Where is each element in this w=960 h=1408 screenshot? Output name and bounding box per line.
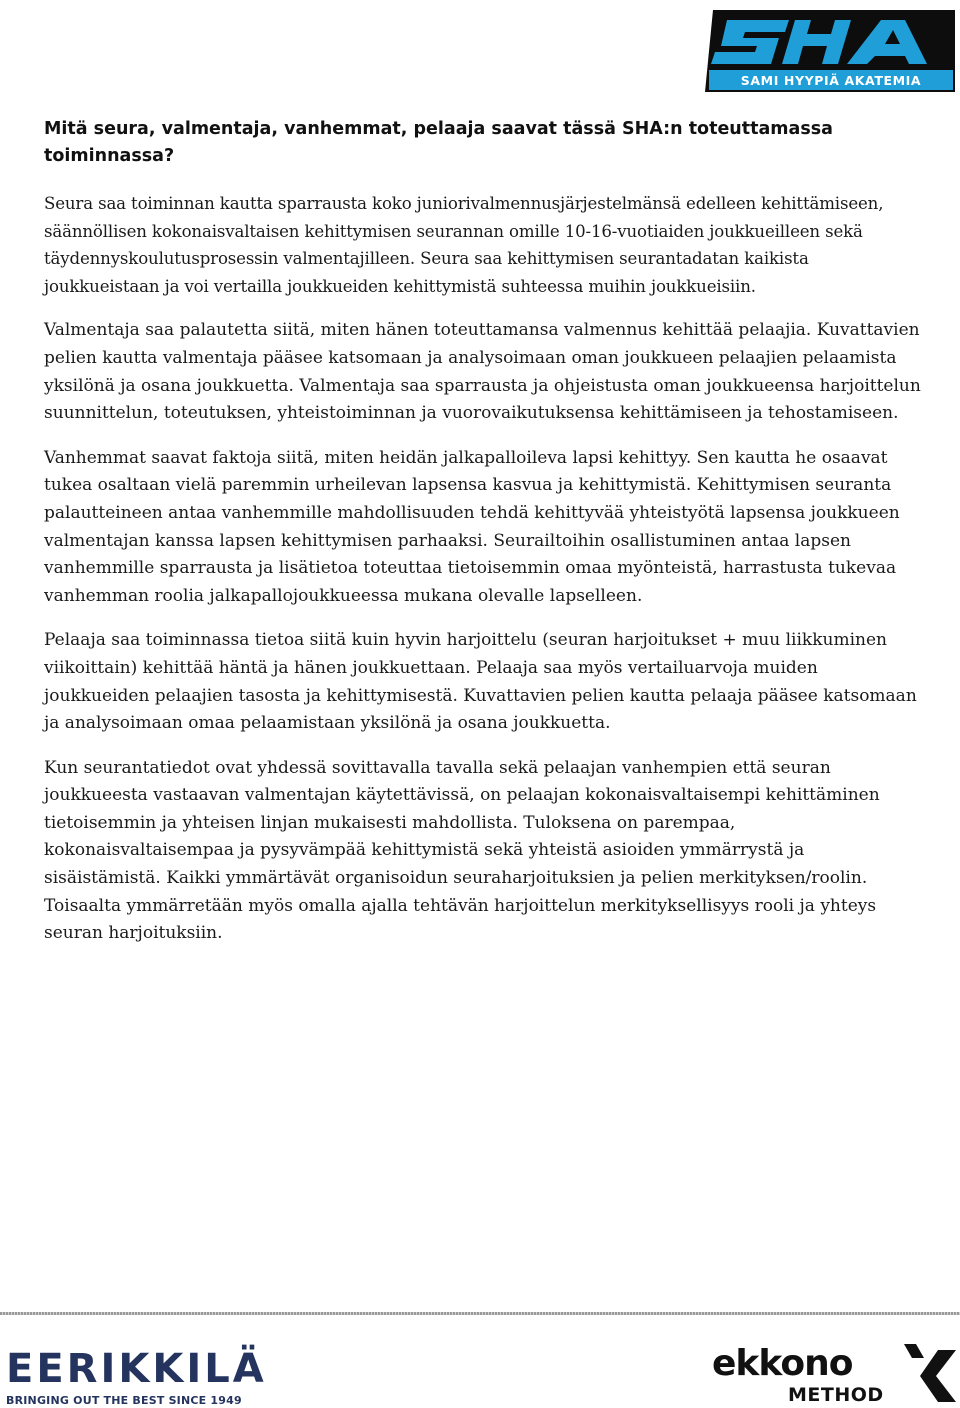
sha-logo bbox=[705, 6, 957, 92]
paragraph-pelaaja: Pelaaja saa toiminnassa tietoa siitä kuin hyvin harjoittelu (seuran harjoitukset + muu liikkuminen viikoittain) kehittää häntä ja hänen joukkuettaan. Pelaaja saa myös vertailuarvoja muiden joukkueiden pelaajien tasosta ja kehittymisestä. Kuvattavien pelien kautta pelaaja pääsee katsomaan ja analysoimaan omaa pelaamistaan yksilönä ja osana joukkuetta. bbox=[44, 630, 917, 734]
page-title: Mitä seura, valmentaja, vanhemmat, pelaaja saavat tässä SHA:n toteuttamassa toiminnassa? bbox=[44, 119, 833, 166]
ekkono-logo-name: ekkono bbox=[712, 1343, 853, 1384]
paragraph-yhteenveto: Kun seurantatiedot ovat yhdessä sovittavalla tavalla sekä pelaajan vanhempien että seuran joukkueesta vastaavan valmentajan käytettävissä, on pelaajan kokonaisvaltaisempi kehittäminen tietoisemmin ja yhteisen linjan mukaisesti mahdollista. Tuloksena on parempaa, kokonaisvaltaisempaa ja pysyvämpää kehittymistä sekä yhteistä asioiden ymmärrystä ja sisäistämistä. Kaikki ymmärtävät organisoidun seuraharjoituksien ja pelien merkityksen/roolin. Toisaalta ymmärretään myös omalla ajalla tehtävän harjoittelun merkityksellisyys rooli ja yhteys seuran harjoituksiin. bbox=[44, 757, 880, 944]
footer-divider bbox=[0, 1312, 960, 1315]
ekkono-logo-method: METHOD bbox=[788, 1384, 884, 1406]
eerikkila-logo-tagline: BRINGING OUT THE BEST SINCE 1949 bbox=[6, 1394, 242, 1407]
sha-logo-subtitle: SAMI HYYPIÄ AKATEMIA bbox=[740, 73, 922, 88]
document-body bbox=[44, 116, 924, 965]
paragraph-vanhemmat: Vanhemmat saavat faktoja siitä, miten heidän jalkapalloileva lapsi kehittyy. Sen kautta he osaavat tukea osaltaan vielä paremmin urheilevan lapsensa kasvua ja kehittymistä. Kehittymisen seuranta palautteineen antaa vanhemmille mahdollisuuden tehdä kehittyvää yhteistyötä lapsensa joukkueen valmentajan kanssa lapsen kehittymisen parhaaksi. Seurailtoihin osallistuminen antaa lapsen vanhemmille sparrausta ja lisätietoa toteuttaa tietoisemmin omaa myönteistä, harrastusta tukevaa vanhemman roolia jalkapallojoukkueessa mukana olevalle lapselleen. bbox=[44, 447, 900, 606]
paragraph-seura: Seura saa toiminnan kautta sparrausta koko juniorivalmennusjärjestelmänsä edelleen kehittämiseen, säännöllisen kokonaisvaltaisen kehittymisen seurannan omille 10-16-vuotiaiden joukkueilleen sekä täydennyskoulutusprosessin valmentajilleen. Seura saa kehittymisen seurantadatan kaikista joukkueistaan ja voi vertailla joukkueiden kehittymistä suhteessa muihin joukkueisiin. bbox=[44, 194, 884, 296]
eerikkila-logo-name: EERIKKILÄ bbox=[6, 1346, 267, 1392]
ekkono-logo bbox=[712, 1340, 960, 1408]
ekkono-mark-icon bbox=[902, 1344, 958, 1404]
paragraph-valmentaja: Valmentaja saa palautetta siitä, miten hänen toteuttamansa valmennus kehittää pelaajia. Kuvattavien pelien kautta valmentaja pääsee katsomaan ja analysoimaan oman joukkueen pelaajien pelaamista yksilönä ja osana joukkuetta. Valmentaja saa sparrausta ja ohjeistusta oman joukkueensa harjoittelun suunnittelun, toteutuksen, yhteistoiminnan ja vuorovaikutuksensa kehittämiseen ja tehostamiseen. bbox=[44, 320, 921, 424]
eerikkila-logo bbox=[6, 1346, 267, 1408]
